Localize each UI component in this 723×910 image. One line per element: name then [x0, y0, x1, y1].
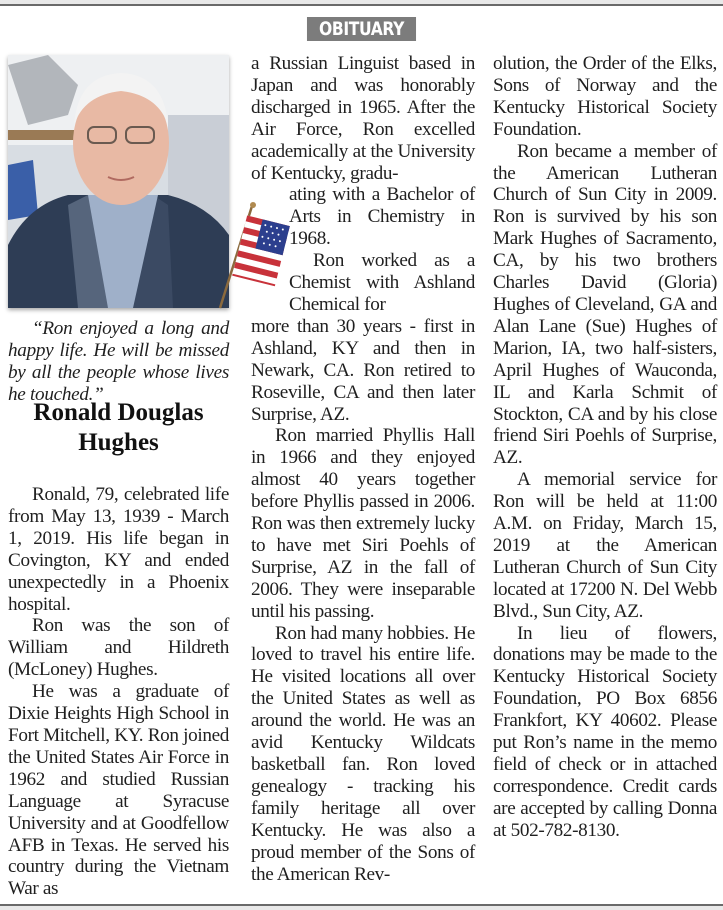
paragraph: A memorial service for Ron will be held at 11:00 A.M. on Friday, March 15, 2019 at the American Lutheran Church of Sun City located at 17200 N. Del Webb Blvd., Sun City, AZ. [493, 469, 717, 622]
section-header: OBITUARY [307, 17, 416, 41]
paragraph-wrap: ating with a Bachelor of Arts in Chemistry in 1968. [289, 184, 475, 250]
top-rule [0, 0, 723, 6]
paragraph: In lieu of flowers, donations may be made to the Kentucky Historical Society Foundation, PO Box 6856 Frankfort, KY 40602. Please put Ron’s name in the memo field of check or in attached correspondence. Credit cards are accepted by calling Donna at 502-782-8130. [493, 622, 717, 841]
name-line-2: Hughes [78, 429, 159, 456]
pull-quote-text: “Ron enjoyed a long and happy life. He will be missed by all the people whose lives he touched.” [8, 318, 229, 405]
paragraph: Ronald, 79, celebrated life from May 13, 1939 - March 1, 2019. His life began in Covington, KY and ended unexpectedly in a Phoenix hospital. [8, 484, 229, 615]
paragraph: Ron married Phyllis Hall in 1966 and they enjoyed almost 40 years together before Phyllis passed in 2006. Ron was then extremely lucky to have met Siri Poehls of Surprise, AZ in the fall of 2006. They were inseparable until his passing. [251, 425, 475, 622]
paragraph: Ron was the son of William and Hildreth (McLoney) Hughes. [8, 615, 229, 681]
paragraph: more than 30 years - first in Ashland, KY and then in Newark, CA. Ron retired to Roseville, CA and then later Surprise, AZ. [251, 315, 475, 425]
paragraph: He was a graduate of Dixie Heights High School in Fort Mitchell, KY. Ron joined the United States Air Force in 1962 and studied Russian Language at Syracuse University and at Goodfellow AFB in Texas. He served his country during the Vietnam War as [8, 681, 229, 900]
column-3 [493, 53, 717, 842]
deceased-name [8, 398, 229, 458]
paragraph: olution, the Order of the Elks, Sons of Norway and the Kentucky Historical Society Foundation. [493, 53, 717, 140]
portrait-icon [8, 55, 229, 308]
column-2 [251, 53, 475, 885]
paragraph-wrap: Ron worked as a Chemist with Ashland Chemical for [289, 250, 475, 315]
name-line-1: Ronald Douglas [33, 399, 204, 426]
paragraph: a Russian Linguist based in Japan and was honorably discharged in 1965. After the Air Force, Ron excelled academically at the University of Kentucky, gradu- [251, 53, 475, 184]
bottom-rule [0, 904, 723, 910]
column-1 [8, 484, 229, 900]
paragraph: Ron had many hobbies. He loved to travel his entire life. He visited locations all over the United States as well as around the world. He was an avid Kentucky Wildcats basketball fan. Ron loved genealogy - tracking his family heritage all over Kentucky. He was also a proud member of the Sons of the American Rev- [251, 622, 475, 885]
pull-quote [8, 318, 229, 406]
portrait-photo [8, 55, 229, 308]
paragraph: Ron became a member of the American Lutheran Church of Sun City in 2009. Ron is survived by his son Mark Hughes of Sacramento, CA, by his two brothers Charles David (Gloria) Hughes of Cleveland, GA and Alan Lane (Sue) Hughes of Marion, IA, two half-sisters, April Hughes of Wauconda, IL and Karla Schmit of Stockton, CA and by his close friend Siri Poehls of Surprise, AZ. [493, 140, 717, 469]
